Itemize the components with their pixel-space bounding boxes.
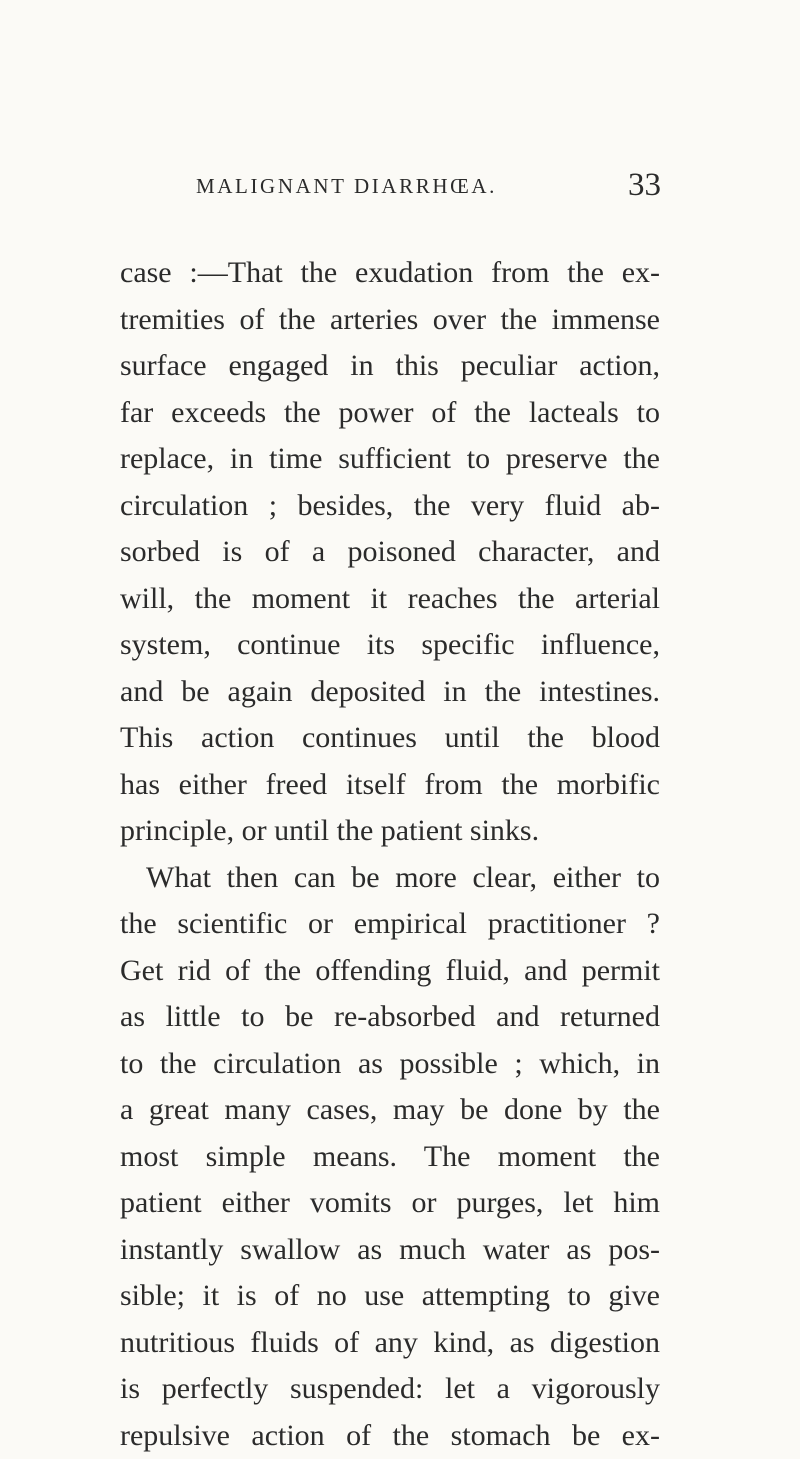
running-head bbox=[196, 168, 661, 204]
text-line: instantly swallow as much water as pos- bbox=[120, 1227, 660, 1274]
text-line: has either freed itself from the morbific bbox=[120, 762, 660, 809]
body-text bbox=[120, 250, 660, 1459]
text-line: patient either vomits or purges, let him bbox=[120, 1180, 660, 1227]
text-line: a great many cases, may be done by the bbox=[120, 1087, 660, 1134]
text-line: case :—That the exudation from the ex- bbox=[120, 250, 660, 297]
text-line: Get rid of the offending fluid, and permit bbox=[120, 948, 660, 995]
text-line: system, continue its specific influence, bbox=[120, 622, 660, 669]
text-line: sible; it is of no use attempting to give bbox=[120, 1273, 660, 1320]
text-line: the scientific or empirical practitioner ? bbox=[120, 901, 660, 948]
text-line: to the circulation as possible ; which, in bbox=[120, 1041, 660, 1088]
text-line: is perfectly suspended: let a vigorously bbox=[120, 1366, 660, 1413]
text-line: repulsive action of the stomach be ex- bbox=[120, 1413, 660, 1459]
text-line: as little to be re-absorbed and returned bbox=[120, 994, 660, 1041]
text-line: This action continues until the blood bbox=[120, 715, 660, 762]
text-line: far exceeds the power of the lacteals to bbox=[120, 390, 660, 437]
text-line: principle, or until the patient sinks. bbox=[120, 808, 660, 855]
text-line: will, the moment it reaches the arterial bbox=[120, 576, 660, 623]
text-line: replace, in time sufficient to preserve the bbox=[120, 436, 660, 483]
running-title: MALIGNANT DIARRHŒA. bbox=[196, 174, 497, 198]
text-line: surface engaged in this peculiar action, bbox=[120, 343, 660, 390]
text-line: nutritious fluids of any kind, as digestion bbox=[120, 1320, 660, 1367]
text-line: and be again deposited in the intestines. bbox=[120, 669, 660, 716]
paragraph-first-line: What then can be more clear, either to bbox=[120, 855, 660, 902]
text-line: tremities of the arteries over the immense bbox=[120, 297, 660, 344]
text-line: most simple means. The moment the bbox=[120, 1134, 660, 1181]
text-line: sorbed is of a poisoned character, and bbox=[120, 529, 660, 576]
page-number: 33 bbox=[628, 168, 661, 202]
text-line: circulation ; besides, the very fluid ab- bbox=[120, 483, 660, 530]
